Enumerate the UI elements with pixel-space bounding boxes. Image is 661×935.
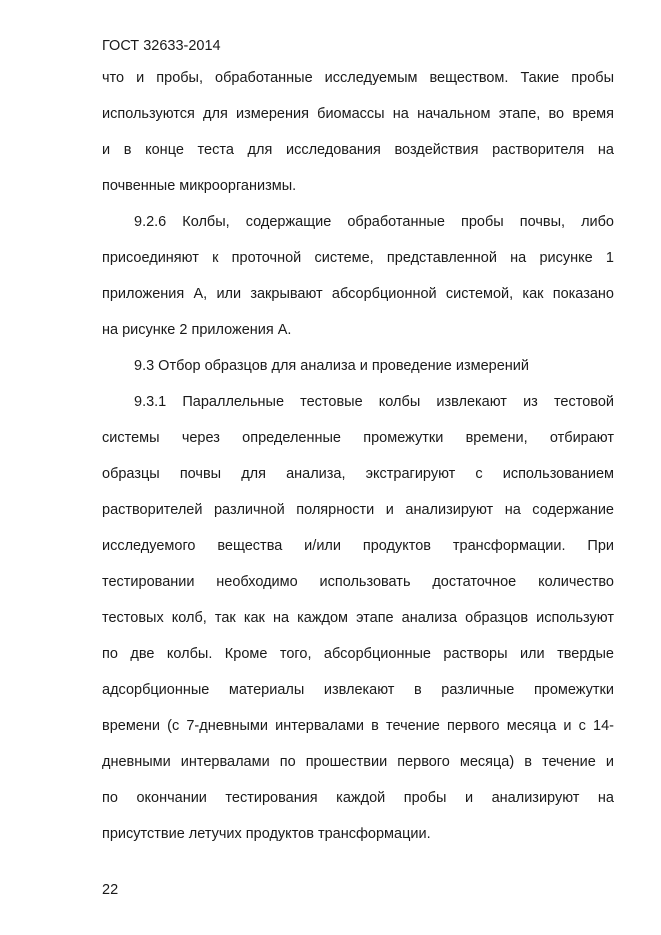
text-line: приложения А, или закрывают абсорбционной системой, как показано	[102, 286, 614, 302]
text-line: образцы почвы для анализа, экстрагируют с использованием	[102, 466, 614, 482]
text-line: на рисунке 2 приложения А.	[102, 322, 292, 338]
text-line: тестовых колб, так как на каждом этапе анализа образцов используют	[102, 610, 614, 626]
text-line: и в конце теста для исследования воздействия растворителя на	[102, 142, 614, 158]
text-line: используются для измерения биомассы на начальном этапе, во время	[102, 106, 614, 122]
text-line: тестировании необходимо использовать достаточное количество	[102, 574, 614, 590]
document-code: ГОСТ 32633-2014	[102, 38, 221, 54]
text-line: адсорбционные материалы извлекают в различные промежутки	[102, 682, 614, 698]
paragraph-start-9-2-6: 9.2.6 Колбы, содержащие обработанные пробы почвы, либо	[134, 214, 614, 230]
body-text	[102, 60, 614, 852]
text-line: растворителей различной полярности и анализируют на содержание	[102, 502, 614, 518]
text-line: дневными интервалами по прошествии первого месяца) в течение и	[102, 754, 614, 770]
text-line: присоединяют к проточной системе, представленной на рисунке 1	[102, 250, 614, 266]
text-line: присутствие летучих продуктов трансформации.	[102, 826, 431, 842]
page-number: 22	[102, 882, 119, 898]
paragraph-start-9-3-1: 9.3.1 Параллельные тестовые колбы извлекают из тестовой	[134, 394, 614, 410]
text-line: системы через определенные промежутки времени, отбирают	[102, 430, 614, 446]
text-line: почвенные микроорганизмы.	[102, 178, 297, 194]
text-line: по окончании тестирования каждой пробы и анализируют на	[102, 790, 614, 806]
text-line: исследуемого вещества и/или продуктов трансформации. При	[102, 538, 614, 554]
text-line: по две колбы. Кроме того, абсорбционные растворы или твердые	[102, 646, 614, 662]
text-line: времени (с 7-дневными интервалами в течение первого месяца и с 14-	[102, 718, 614, 734]
text-line: что и пробы, обработанные исследуемым веществом. Такие пробы	[102, 70, 614, 86]
section-heading-9-3: 9.3 Отбор образцов для анализа и проведение измерений	[134, 358, 529, 374]
